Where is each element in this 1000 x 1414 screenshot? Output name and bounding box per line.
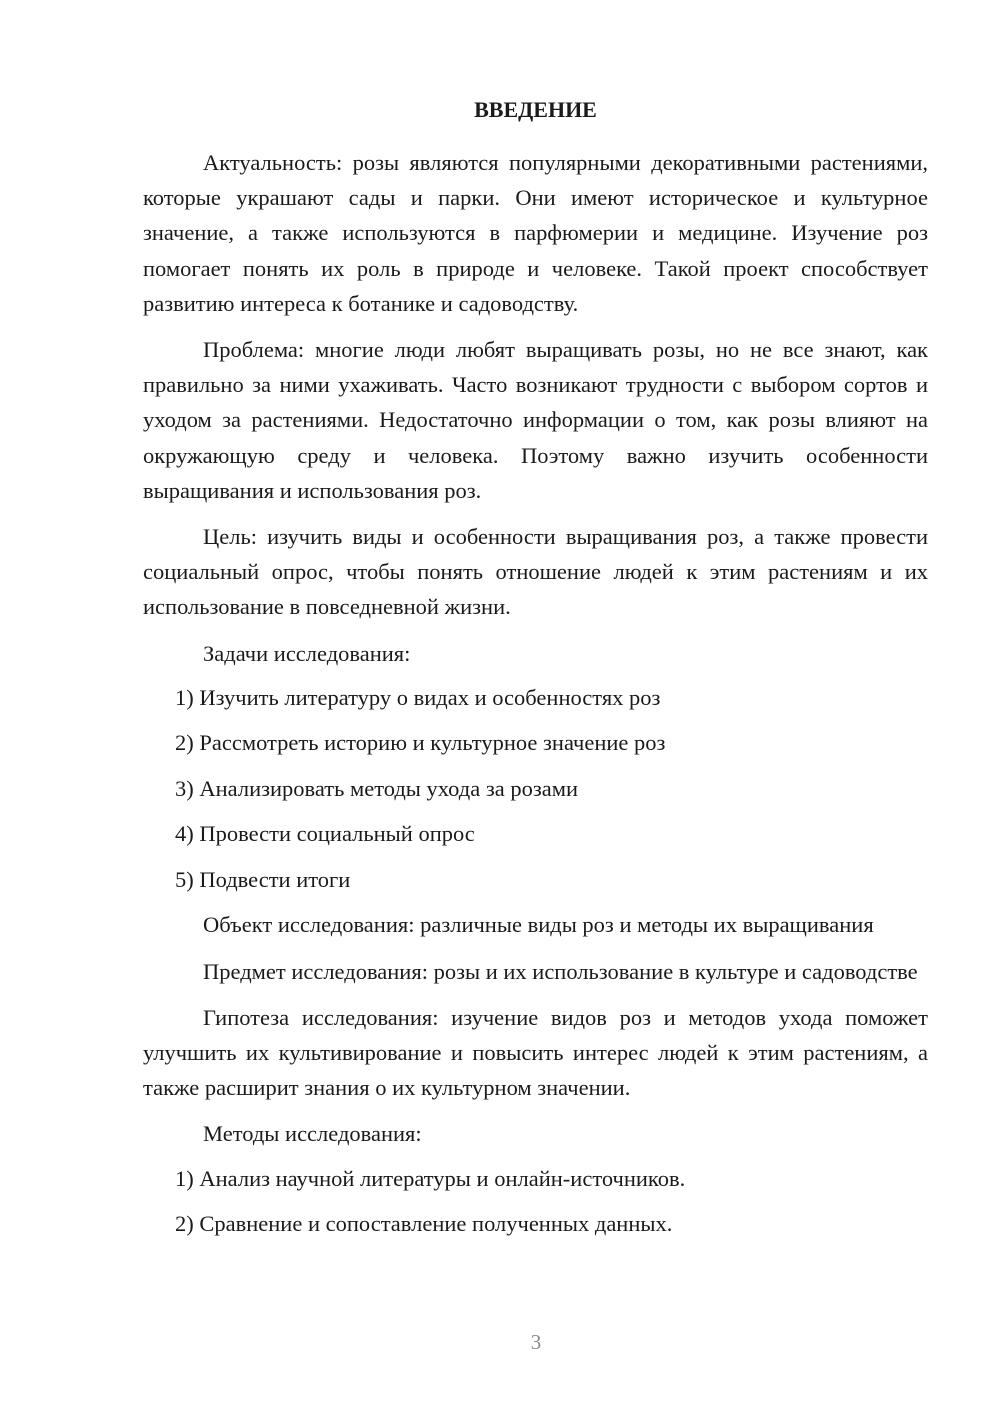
- methods-heading: Методы исследования:: [203, 1121, 422, 1147]
- list-item: 2) Сравнение и сопоставление полученных данных.: [175, 1211, 673, 1237]
- list-item: 5) Подвести итоги: [175, 866, 351, 892]
- list-item: 4) Провести социальный опрос: [175, 821, 475, 847]
- page-number: 3: [530, 1330, 542, 1354]
- tasks-heading: Задачи исследования:: [203, 640, 411, 666]
- goal-paragraph: Цель: изучить виды и особенности выращивания роз, а также провести социальный опрос, чтобы понять отношение людей к этим растениям и их использование в повседневной жизни.: [143, 524, 928, 620]
- tasks-list: [143, 680, 928, 898]
- hypothesis-paragraph: Гипотеза исследования: изучение видов роз и методов ухода поможет улучшить их культивирование и повысить интерес людей к этим растениям, а также расширит знания о их культурном значении.: [143, 1004, 928, 1101]
- document-page: [143, 92, 928, 1252]
- section-title: ВВЕДЕНИЕ: [474, 97, 597, 122]
- list-item: 1) Изучить литературу о видах и особенностях роз: [175, 684, 661, 710]
- problem-paragraph: Проблема: многие люди любят выращивать розы, но не все знают, как правильно за ними ухаживать. Часто возникают трудности с выбором сортов и уходом за растениями. Недостаточно информации о том, как розы влияют на окружающую среду и человека. Поэтому важно изучить особенности выращивания и использования роз.: [143, 337, 928, 503]
- subject-paragraph: Предмет исследования: розы и их использование в культуре и садоводстве: [203, 958, 918, 984]
- list-item: 1) Анализ научной литературы и онлайн-источников.: [175, 1165, 686, 1191]
- relevance-paragraph: Актуальность: розы являются популярными декоративными растениями, которые украшают сады и парки. Они имеют историческое и культурное значение, а также используются в парфюмерии и медицине. Изучение роз помогает понять их роль в природе и человеке. Такой проект способствует развитию интереса к ботанике и садоводству.: [143, 150, 928, 316]
- list-item: 3) Анализировать методы ухода за розами: [175, 775, 579, 801]
- object-paragraph: Объект исследования: различные виды роз и методы их выращивания: [203, 912, 874, 938]
- methods-list: [143, 1161, 928, 1243]
- list-item: 2) Рассмотреть историю и культурное значение роз: [175, 730, 666, 756]
